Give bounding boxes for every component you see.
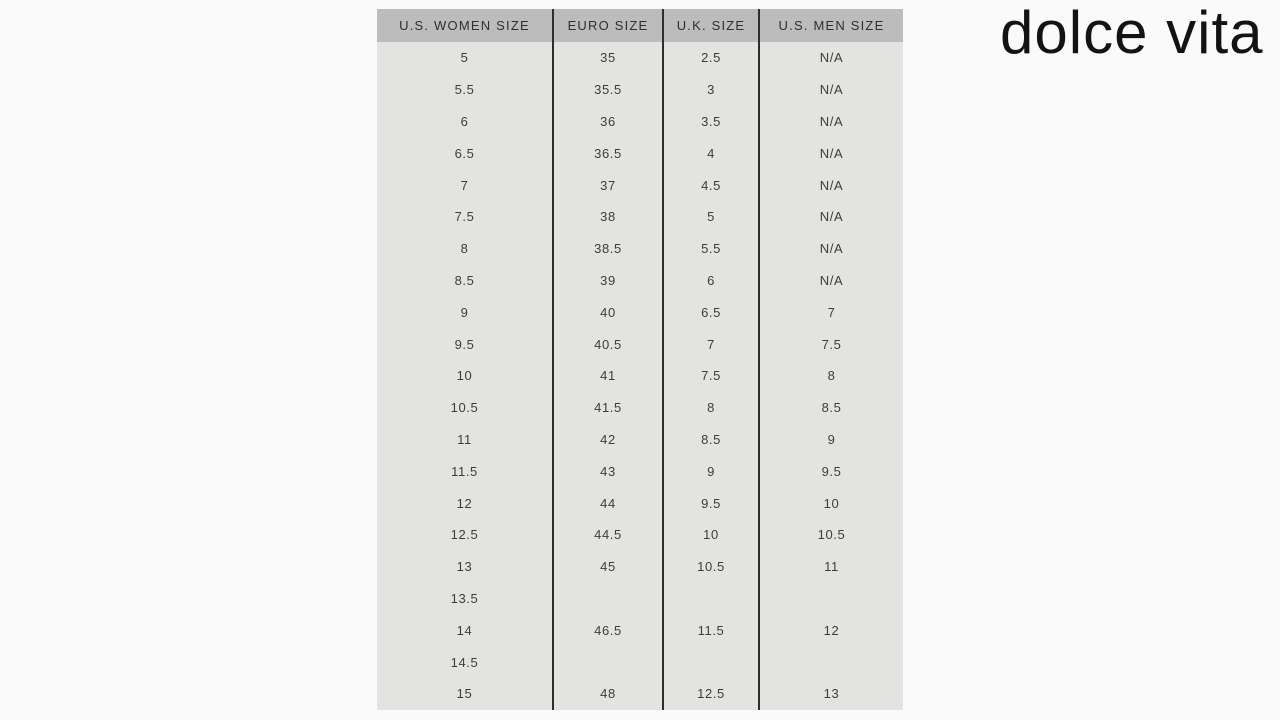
table-cell: 11 bbox=[377, 424, 553, 456]
table-cell: 5 bbox=[663, 201, 759, 233]
table-cell: 40 bbox=[553, 296, 663, 328]
table-cell: N/A bbox=[759, 42, 903, 74]
table-cell: 8 bbox=[759, 360, 903, 392]
table-cell: 44 bbox=[553, 487, 663, 519]
table-cell: 35.5 bbox=[553, 74, 663, 106]
table-row bbox=[377, 614, 903, 646]
table-cell: 8 bbox=[663, 392, 759, 424]
table-cell: 7.5 bbox=[759, 328, 903, 360]
table-row bbox=[377, 424, 903, 456]
table-row bbox=[377, 678, 903, 710]
table-cell: 11.5 bbox=[663, 614, 759, 646]
table-row bbox=[377, 519, 903, 551]
table-cell: 35 bbox=[553, 42, 663, 74]
table-cell: N/A bbox=[759, 265, 903, 297]
table-cell: 7.5 bbox=[663, 360, 759, 392]
table-cell: 11.5 bbox=[377, 455, 553, 487]
table-cell bbox=[553, 583, 663, 615]
size-conversion-chart bbox=[377, 9, 903, 710]
table-cell: 44.5 bbox=[553, 519, 663, 551]
table-cell: 12 bbox=[377, 487, 553, 519]
table-cell: 38.5 bbox=[553, 233, 663, 265]
table-cell: 39 bbox=[553, 265, 663, 297]
table-cell: N/A bbox=[759, 137, 903, 169]
table-cell: 9.5 bbox=[663, 487, 759, 519]
table-body bbox=[377, 42, 903, 710]
table-cell: 14.5 bbox=[377, 646, 553, 678]
table-cell: 8.5 bbox=[759, 392, 903, 424]
column-header-euro-size: EURO SIZE bbox=[553, 9, 663, 42]
table-cell: 12.5 bbox=[663, 678, 759, 710]
table-cell: 13.5 bbox=[377, 583, 553, 615]
table-cell: 42 bbox=[553, 424, 663, 456]
table-cell: 13 bbox=[377, 551, 553, 583]
table-cell: 7 bbox=[377, 169, 553, 201]
table-header-row bbox=[377, 9, 903, 42]
table-cell bbox=[663, 646, 759, 678]
table-cell: 45 bbox=[553, 551, 663, 583]
table-cell: 48 bbox=[553, 678, 663, 710]
column-header-us-women-size: U.S. WOMEN SIZE bbox=[377, 9, 553, 42]
table-cell: 6 bbox=[663, 265, 759, 297]
table-cell: 12.5 bbox=[377, 519, 553, 551]
table-row bbox=[377, 74, 903, 106]
table-cell: 37 bbox=[553, 169, 663, 201]
table-cell: 10.5 bbox=[663, 551, 759, 583]
table-cell: 41.5 bbox=[553, 392, 663, 424]
table-cell: 10.5 bbox=[377, 392, 553, 424]
table-cell: 4 bbox=[663, 137, 759, 169]
table-row bbox=[377, 201, 903, 233]
table-row bbox=[377, 487, 903, 519]
table-cell: 41 bbox=[553, 360, 663, 392]
table-cell: 9 bbox=[663, 455, 759, 487]
table-cell bbox=[759, 583, 903, 615]
table-cell: 10 bbox=[759, 487, 903, 519]
table-row bbox=[377, 137, 903, 169]
table-cell: 13 bbox=[759, 678, 903, 710]
table-cell: 7 bbox=[759, 296, 903, 328]
table-cell: 4.5 bbox=[663, 169, 759, 201]
column-header-us-men-size: U.S. MEN SIZE bbox=[759, 9, 903, 42]
brand-logo: dolce vita bbox=[1000, 0, 1264, 66]
table-row bbox=[377, 106, 903, 138]
table-row bbox=[377, 265, 903, 297]
table-cell: 40.5 bbox=[553, 328, 663, 360]
table-cell: 10.5 bbox=[759, 519, 903, 551]
table-cell: 36.5 bbox=[553, 137, 663, 169]
table-cell: 12 bbox=[759, 614, 903, 646]
table-row bbox=[377, 551, 903, 583]
table-row bbox=[377, 583, 903, 615]
table-cell: 6 bbox=[377, 106, 553, 138]
table-cell: 9 bbox=[377, 296, 553, 328]
table-cell: 9.5 bbox=[377, 328, 553, 360]
table-row bbox=[377, 646, 903, 678]
table-cell: 43 bbox=[553, 455, 663, 487]
size-table bbox=[377, 9, 903, 710]
table-row bbox=[377, 455, 903, 487]
table-cell: 8 bbox=[377, 233, 553, 265]
table-cell: N/A bbox=[759, 169, 903, 201]
table-cell: 7 bbox=[663, 328, 759, 360]
table-row bbox=[377, 392, 903, 424]
table-cell: 6.5 bbox=[377, 137, 553, 169]
table-cell: N/A bbox=[759, 74, 903, 106]
table-cell: 5.5 bbox=[377, 74, 553, 106]
table-cell: 5 bbox=[377, 42, 553, 74]
column-header-uk-size: U.K. SIZE bbox=[663, 9, 759, 42]
table-cell: 3 bbox=[663, 74, 759, 106]
table-cell: 8.5 bbox=[377, 265, 553, 297]
table-cell bbox=[553, 646, 663, 678]
table-cell: 3.5 bbox=[663, 106, 759, 138]
table-cell: 15 bbox=[377, 678, 553, 710]
table-cell: 14 bbox=[377, 614, 553, 646]
table-cell: N/A bbox=[759, 201, 903, 233]
table-cell: 2.5 bbox=[663, 42, 759, 74]
table-cell: 10 bbox=[377, 360, 553, 392]
table-row bbox=[377, 233, 903, 265]
table-row bbox=[377, 296, 903, 328]
table-row bbox=[377, 42, 903, 74]
table-cell: N/A bbox=[759, 233, 903, 265]
table-cell: 36 bbox=[553, 106, 663, 138]
table-cell: 38 bbox=[553, 201, 663, 233]
table-cell: 10 bbox=[663, 519, 759, 551]
table-cell: 9 bbox=[759, 424, 903, 456]
table-cell: 7.5 bbox=[377, 201, 553, 233]
table-cell: 9.5 bbox=[759, 455, 903, 487]
table-cell: 5.5 bbox=[663, 233, 759, 265]
table-row bbox=[377, 169, 903, 201]
table-row bbox=[377, 360, 903, 392]
table-cell: N/A bbox=[759, 106, 903, 138]
table-cell: 46.5 bbox=[553, 614, 663, 646]
table-cell: 8.5 bbox=[663, 424, 759, 456]
table-cell: 11 bbox=[759, 551, 903, 583]
table-cell bbox=[759, 646, 903, 678]
table-cell: 6.5 bbox=[663, 296, 759, 328]
table-row bbox=[377, 328, 903, 360]
table-cell bbox=[663, 583, 759, 615]
